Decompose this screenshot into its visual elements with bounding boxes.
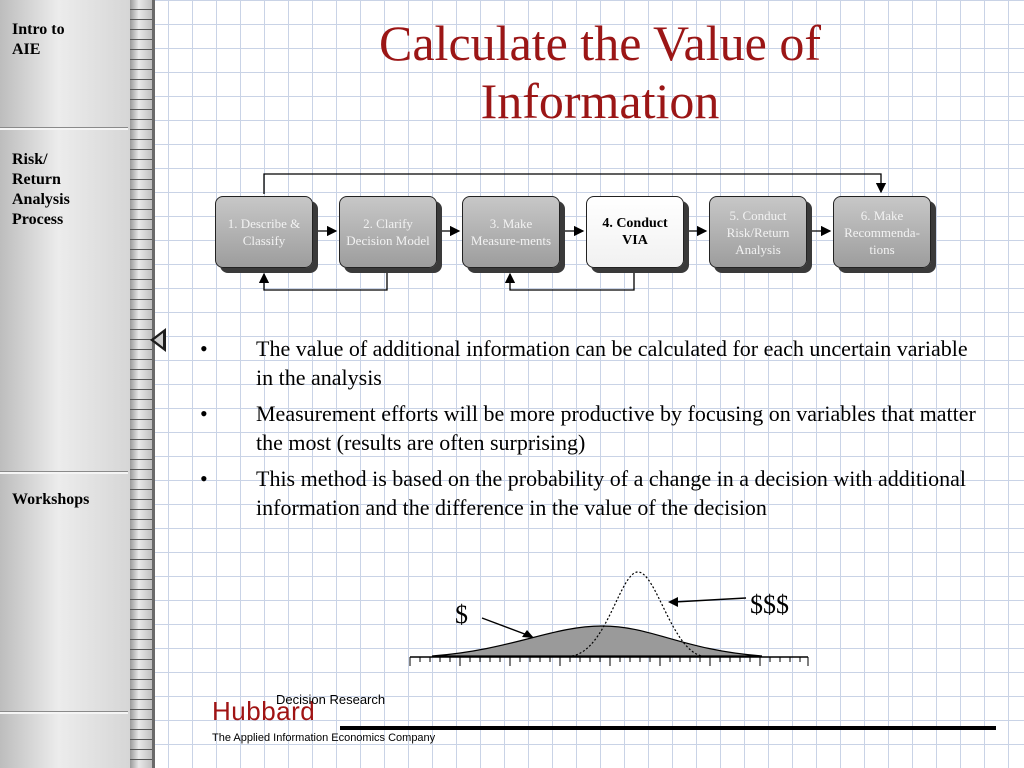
brand-tagline: The Applied Information Economics Company (212, 732, 436, 744)
process-flow (200, 168, 960, 308)
step-label: 2. Clarify Decision Model (346, 216, 430, 248)
step-label: 5. Conduct Risk/Return Analysis (726, 207, 790, 257)
bullet-item (196, 464, 976, 522)
bullet-marker: • (200, 466, 208, 491)
step-label: 3. Make Measure-ments (470, 216, 552, 248)
bullet-text: Measurement efforts will be more productive by focusing on variables that matter the most (results are often surprising) (256, 401, 976, 455)
bullet-marker: • (200, 336, 208, 361)
sidebar-item-intro[interactable] (0, 0, 128, 130)
bullet-list (196, 334, 976, 529)
high-value-arrow (674, 598, 746, 602)
sidebar-item-label: Intro to AIE (12, 21, 65, 58)
sidebar-nav (0, 0, 131, 768)
brand-subtitle: Decision Research (276, 692, 386, 707)
brand-name: Hubbard (212, 696, 316, 726)
sidebar-item-risk-return[interactable] (0, 130, 128, 474)
step-label: 6. Make Recommenda-tions (844, 207, 920, 257)
step-5-conduct-risk-return-analysis[interactable] (709, 196, 807, 268)
low-value-label: $ (455, 600, 468, 629)
step-2-clarify-decision-model[interactable] (339, 196, 437, 268)
bullet-item (196, 334, 976, 392)
step-3-make-measurements[interactable] (462, 196, 560, 268)
step-1-describe-classify[interactable] (215, 196, 313, 268)
sidebar-item-label: Workshops (12, 491, 90, 508)
axis-ticks (410, 657, 808, 666)
step-4-conduct-via[interactable] (586, 196, 684, 268)
brand-divider (340, 726, 996, 730)
ruler-strip (130, 0, 152, 768)
step-6-make-recommendations[interactable] (833, 196, 931, 268)
high-value-label: $$$ (750, 590, 789, 619)
wide-distribution-curve (432, 626, 762, 656)
sidebar-item-empty (0, 714, 128, 768)
bullet-marker: • (200, 401, 208, 426)
sidebar-item-label: Risk/ Return Analysis Process (12, 151, 70, 228)
bullet-text: This method is based on the probability of a change in a decision with additional information and the difference in the value of the decision (256, 466, 966, 520)
bullet-item (196, 399, 976, 457)
step-label: 1. Describe & Classify (227, 216, 301, 248)
sidebar-item-workshops[interactable] (0, 474, 128, 714)
ruler-edge (152, 0, 155, 768)
current-section-pointer-icon (146, 326, 170, 354)
step-label: 4. Conduct VIA (602, 216, 668, 248)
slide-title: Calculate the Value of Information (379, 15, 821, 129)
bullet-text: The value of additional information can be calculated for each uncertain variable in the analysis (256, 336, 968, 390)
low-value-arrow (482, 618, 530, 636)
